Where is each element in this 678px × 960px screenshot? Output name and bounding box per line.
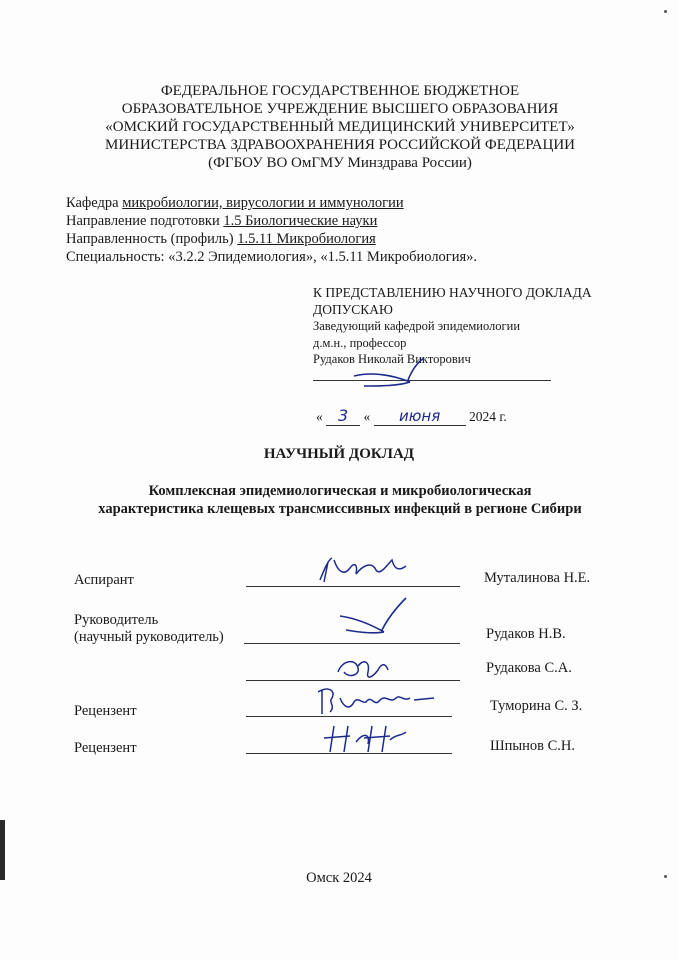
department-line: [66, 194, 477, 212]
document-title: НАУЧНЫЙ ДОКЛАД: [263, 446, 415, 462]
approval-line-1: К ПРЕДСТАВЛЕНИЮ НАУЧНОГО ДОКЛАДА: [313, 285, 592, 300]
approval-date: [316, 406, 507, 426]
date-day: 3: [338, 406, 349, 425]
specialty-line: Специальность: «3.2.2 Эпидемиология», «1.5.11 Микробиология».: [66, 249, 478, 265]
scan-dust: [664, 10, 667, 13]
date-open-quote: «: [316, 409, 323, 424]
direction-line: [66, 212, 477, 230]
cosupervisor-signature: [332, 650, 392, 684]
approval-line-2: ДОПУСКАЮ: [313, 301, 393, 317]
approver-degree: д.м.н., профессор: [313, 335, 407, 350]
header-line-1: ФЕДЕРАЛЬНОЕ ГОСУДАРСТВЕННОЕ БЮДЖЕТНОЕ: [160, 83, 520, 99]
reviewer2-signature: [320, 722, 410, 756]
graduate-label: Аспирант: [74, 572, 134, 588]
department-value: микробиологии, вирусологии и иммунологии: [122, 195, 404, 211]
date-year: 2024 г.: [469, 409, 507, 424]
department-label: Кафедра: [66, 195, 123, 211]
reviewer1-label: Рецензент: [74, 703, 137, 719]
reviewer1-signature: [314, 684, 438, 722]
topic-line-2: характеристика клещевых трансмиссивных инфекций в регионе Сибири: [98, 501, 582, 517]
profile-label: Направленность (профиль): [66, 231, 238, 247]
city-year: Омск 2024: [306, 870, 372, 886]
supervisor-label-line-2: (научный руководитель): [74, 629, 224, 645]
date-mid-quote: «: [363, 409, 371, 424]
reviewer2-name: Шпынов С.Н.: [490, 738, 576, 754]
graduate-name: Муталинова Н.Е.: [484, 570, 591, 586]
direction-value: 1.5 Биологические науки: [223, 213, 378, 229]
header-line-3: «ОМСКИЙ ГОСУДАРСТВЕННЫЙ МЕДИЦИНСКИЙ УНИВЕРСИТЕТ»: [105, 119, 575, 135]
graduate-signature: [314, 552, 414, 588]
reviewer1-name: Туморина С. З.: [490, 698, 583, 714]
approver-name: Рудаков Николай Викторович: [313, 352, 471, 366]
topic-line-1: Комплексная эпидемиологическая и микробиологическая: [148, 483, 532, 499]
header-line-4: МИНИСТЕРСТВА ЗДРАВООХРАНЕНИЯ РОССИЙСКОЙ ФЕДЕРАЦИИ: [104, 137, 576, 153]
supervisor-label-line-1: Руководитель: [74, 612, 159, 628]
date-month: июня: [399, 407, 441, 425]
profile-line: [66, 230, 477, 248]
supervisor-signature: [336, 596, 416, 646]
date-day-field: [326, 406, 360, 426]
cosupervisor-name: Рудакова С.А.: [486, 660, 572, 676]
direction-label: Направление подготовки: [66, 213, 224, 229]
report-topic: [40, 482, 640, 518]
supervisor-label: [74, 612, 224, 646]
header-line-2: ОБРАЗОВАТЕЛЬНОЕ УЧРЕЖДЕНИЕ ВЫСШЕГО ОБРАЗОВАНИЯ: [121, 101, 559, 117]
profile-value: 1.5.11 Микробиология: [237, 231, 376, 247]
institution-header: [40, 82, 640, 172]
approver-position: Заведующий кафедрой эпидемиологии: [313, 319, 521, 333]
supervisor-name: Рудаков Н.В.: [486, 626, 566, 642]
date-month-field: [374, 407, 466, 426]
program-info: [66, 194, 477, 266]
reviewer2-label: Рецензент: [74, 740, 137, 756]
approver-signature: [350, 356, 440, 398]
header-line-5: (ФГБОУ ВО ОмГМУ Минздрава России): [208, 155, 472, 171]
